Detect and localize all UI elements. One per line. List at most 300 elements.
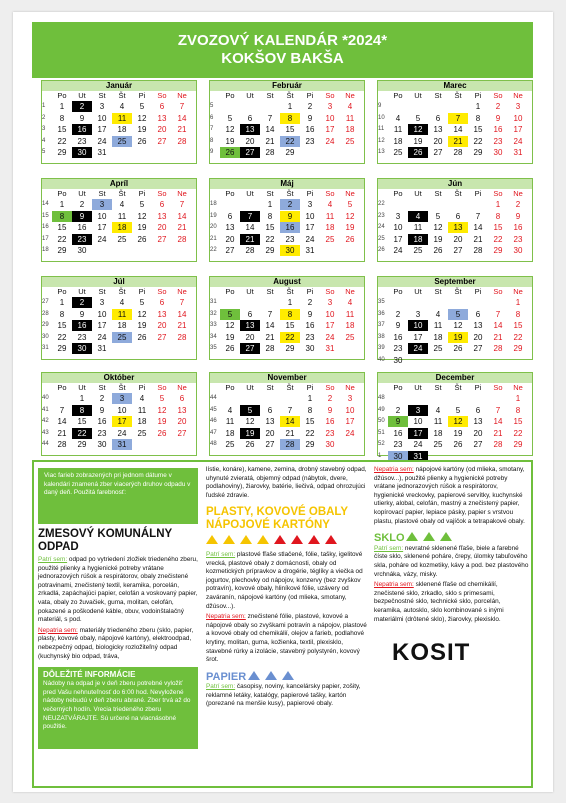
day-cell: 12 — [453, 321, 463, 330]
weekday-label: Ne — [177, 189, 187, 198]
day-cell: 8 — [280, 309, 300, 320]
day-cell: 1 — [515, 394, 521, 403]
weekday-label: Ut — [414, 287, 422, 296]
week-row — [210, 136, 365, 147]
day-cell: 25 — [345, 332, 355, 342]
week-row — [210, 309, 365, 320]
day-cell: 26 — [453, 440, 463, 449]
day-cell: 22 — [473, 136, 483, 146]
col3-top-text: nápojové kartóny (od mlieka, smotany, džúsov...), použité plienky a hygienické potreby vrátane jednorazových rúšok a respirátorov, hygienické vreckovky, papierové servítky, kuchynské utierky, alobal, celofán, mastný a znečistený papier, kopírovací papier, lepiace pásky, papier s vrstvou plastu, plastové obaly od vajíčok a tetrapakové obaly. — [374, 466, 525, 525]
week-number: 44 — [210, 395, 217, 401]
day-cell: 7 — [475, 211, 481, 221]
day-cell: 30 — [325, 440, 335, 449]
day-cell: 15 — [77, 417, 87, 426]
day-cell: 16 — [325, 417, 335, 426]
day-cell: 14 — [177, 309, 187, 319]
day-cell: 23 — [72, 234, 92, 245]
day-cell: 14 — [493, 417, 503, 426]
day-cell — [340, 439, 360, 450]
day-cell: 4 — [347, 298, 353, 307]
day-cell — [52, 393, 72, 404]
plasty-no-label: Nepatria sem: — [206, 613, 246, 621]
day-cell: 2 — [280, 199, 300, 210]
month-6 — [377, 178, 533, 262]
day-cell: 25 — [433, 344, 443, 353]
week-number: 12 — [378, 137, 385, 144]
day-cell: 6 — [475, 405, 481, 415]
week-row — [378, 147, 533, 158]
col2-top-text: lístie, konáre), kamene, zemina, drobný stavebný odpad, uhynuté zvieratá, objemný odpad (nábytok, dvere, podlahoviny), žiarovky, batérie, liečivá, odpad ohrozujúci ľudské zdravie. — [206, 466, 367, 499]
day-cell: 5 — [139, 298, 145, 307]
day-cell: 21 — [57, 428, 67, 438]
weekday-header — [220, 382, 365, 393]
day-cell: 1 — [475, 102, 481, 111]
day-cell: 19 — [345, 223, 355, 232]
day-cell: 4 — [119, 102, 125, 111]
week-row — [378, 234, 533, 245]
week-row — [378, 439, 533, 450]
weekday-label: So — [157, 189, 167, 198]
day-cell — [388, 101, 408, 112]
day-cell: 4 — [119, 200, 125, 209]
day-cell: 8 — [307, 405, 313, 415]
week-row — [210, 416, 365, 427]
weekday-label: Ne — [345, 383, 355, 392]
week-row — [378, 245, 533, 256]
week-number: 39 — [378, 345, 385, 351]
week-number: 47 — [210, 429, 217, 436]
komunal-yes-label: Patrí sem: — [38, 556, 68, 563]
day-cell: 11 — [225, 417, 235, 426]
weekday-label: Št — [286, 383, 294, 392]
column-sklo — [374, 466, 529, 666]
week-row — [210, 439, 365, 450]
weekday-label: Ut — [78, 91, 86, 100]
week-number: 29 — [42, 322, 49, 328]
week-number: 27 — [42, 299, 49, 305]
day-cell: 6 — [455, 211, 461, 221]
month-name: Máj — [210, 179, 364, 189]
day-cell: 22 — [493, 234, 503, 244]
day-cell: 13 — [225, 223, 235, 232]
sklo-yes-label: Patrí sem: — [374, 544, 404, 552]
day-cell: 28 — [177, 234, 187, 244]
weekday-label: St — [266, 287, 274, 296]
weekday-label: Po — [57, 91, 67, 100]
day-cell: 14 — [493, 321, 503, 330]
weekday-label: Št — [118, 383, 126, 392]
week-number: 43 — [42, 429, 49, 436]
day-cell: 8 — [52, 211, 72, 222]
week-number: 9 — [378, 103, 382, 109]
weekday-label: Pi — [306, 91, 314, 100]
day-cell: 1 — [307, 394, 313, 403]
day-cell: 27 — [433, 148, 443, 157]
weekday-label: Ne — [345, 91, 355, 100]
weekday-label: Ne — [177, 91, 187, 100]
weekday-header — [52, 188, 197, 199]
weekday-label: So — [157, 91, 167, 100]
weekday-label: Po — [393, 287, 403, 296]
day-cell: 1 — [59, 102, 65, 111]
day-cell: 3 — [327, 298, 333, 307]
recycle-icon — [406, 532, 418, 541]
weekday-label: So — [493, 189, 503, 198]
day-cell — [240, 199, 260, 210]
day-cell: 4 — [119, 298, 125, 307]
day-cell: 12 — [157, 405, 167, 415]
day-cell: 11 — [137, 405, 147, 415]
day-cell: 19 — [433, 234, 443, 244]
day-cell: 11 — [112, 309, 132, 320]
week-row — [210, 199, 365, 210]
day-cell: 13 — [265, 417, 275, 426]
day-cell — [320, 147, 340, 158]
day-cell: 25 — [137, 428, 147, 438]
week-number: 41 — [42, 406, 49, 413]
day-cell: 16 — [72, 320, 92, 331]
day-cell: 10 — [97, 113, 107, 123]
day-cell: 3 — [515, 102, 521, 111]
day-cell: 22 — [57, 136, 67, 146]
important-text: Nádoby na odpad je v deň zberu potrebné vyložiť pred Vašu nehnuteľnosť do 6:00 hod. Nevyložené nádoby nebudú v deň zberu abrané. Zber trvá až do večerných hodín. Vrecia triedeného zberu NEUZATVÁRAJTE. Sú určené na viacnásobné použitie. — [43, 680, 191, 731]
day-cell: 28 — [453, 148, 463, 157]
day-cell: 29 — [265, 246, 275, 255]
day-cell: 10 — [393, 223, 403, 232]
important-title: DÔLEŽITÉ INFORMÁCIE — [43, 670, 136, 680]
day-cell: 6 — [159, 200, 165, 209]
day-cell: 13 — [433, 125, 443, 134]
day-cell: 20 — [245, 136, 255, 146]
day-cell: 29 — [305, 440, 315, 449]
weekday-header — [52, 286, 197, 297]
weekday-header — [388, 90, 533, 101]
day-cell — [132, 343, 152, 354]
day-cell: 19 — [157, 417, 167, 426]
day-cell: 14 — [177, 211, 187, 221]
day-cell: 12 — [225, 125, 235, 134]
day-cell: 25 — [413, 246, 423, 255]
day-cell: 10 — [97, 211, 107, 221]
weekday-header — [388, 286, 533, 297]
day-cell — [260, 101, 280, 112]
day-cell: 15 — [285, 125, 295, 134]
komunal-title: ZMESOVÝ KOMUNÁLNY ODPAD — [38, 528, 172, 553]
weekday-label: Ne — [345, 189, 355, 198]
week-row — [378, 222, 533, 233]
day-cell: 20 — [225, 234, 235, 244]
weekday-label: Ut — [414, 189, 422, 198]
week-row — [42, 136, 197, 147]
week-row — [378, 393, 533, 404]
day-cell: 15 — [57, 125, 67, 134]
day-cell: 19 — [448, 332, 468, 343]
day-cell — [340, 147, 360, 158]
day-cell — [448, 297, 468, 308]
title-line-2: KOKŠOV BAKŠA — [221, 50, 344, 67]
day-cell: 8 — [495, 211, 501, 221]
day-cell: 30 — [280, 245, 300, 256]
day-cell: 13 — [448, 222, 468, 233]
week-row — [42, 245, 197, 256]
day-cell — [132, 439, 152, 450]
week-number: 37 — [378, 322, 385, 328]
day-cell: 29 — [285, 344, 295, 353]
month-name: Júl — [42, 277, 196, 287]
day-cell — [220, 199, 240, 210]
weekday-label: St — [266, 189, 274, 198]
week-row — [42, 332, 197, 343]
day-cell: 6 — [159, 102, 165, 111]
day-cell: 2 — [307, 102, 313, 111]
week-number: 1 — [378, 452, 382, 459]
column-komunal — [38, 528, 198, 749]
day-cell: 5 — [455, 405, 461, 415]
week-number: 44 — [42, 441, 49, 447]
week-row — [210, 245, 365, 256]
month-10 — [41, 372, 197, 456]
day-cell: 9 — [79, 113, 85, 123]
week-row — [42, 343, 197, 354]
weekday-label: So — [325, 383, 335, 392]
week-row — [210, 297, 365, 308]
weekday-label: Št — [118, 189, 126, 198]
day-cell: 3 — [395, 211, 401, 221]
day-cell: 28 — [493, 344, 503, 353]
day-cell: 30 — [305, 344, 315, 353]
day-cell: 26 — [157, 428, 167, 438]
day-cell — [240, 393, 260, 404]
day-cell — [172, 439, 192, 450]
day-cell: 29 — [57, 246, 67, 255]
day-cell: 8 — [475, 113, 481, 123]
day-cell: 6 — [159, 298, 165, 307]
day-cell: 27 — [240, 147, 260, 158]
day-cell: 28 — [245, 246, 255, 255]
day-cell: 3 — [99, 298, 105, 307]
plasty-yes-text: plastové fľaše stlačené, fólie, tašky, igelitové vrecká, plastové obaly z domácnosti, obaly od kozmetických prípravkov a drogérie, téglíky a viečka od jogurtov, plechovky od nápojov, konzervy (bez zvyškov potravín), kovové obaly, hliníkové fólie, uzávery od zaváranín, nápojové kartóny (od mlieka, smotany, džúsov...). — [206, 550, 363, 610]
day-cell: 25 — [117, 234, 127, 244]
week-number: 51 — [378, 429, 385, 436]
day-cell: 16 — [72, 124, 92, 135]
week-number: 28 — [42, 310, 49, 317]
recycle-icon — [440, 532, 452, 541]
day-cell: 9 — [495, 113, 501, 123]
week-row — [42, 309, 197, 320]
day-cell: 8 — [267, 211, 273, 221]
day-cell: 15 — [513, 417, 523, 426]
recycle-icon — [274, 535, 286, 544]
day-cell: 9 — [307, 309, 313, 319]
day-cell — [408, 101, 428, 112]
week-row — [42, 124, 197, 135]
month-name: Apríl — [42, 179, 196, 189]
day-cell: 1 — [495, 200, 501, 209]
week-row — [378, 309, 533, 320]
day-cell — [172, 147, 192, 158]
week-number: 23 — [378, 212, 385, 219]
day-cell: 15 — [57, 223, 67, 232]
day-cell: 11 — [325, 211, 335, 221]
papier-no-label: Nepatria sem: — [374, 466, 414, 473]
month-name: Január — [42, 81, 196, 91]
week-row — [378, 416, 533, 427]
weekday-label: St — [434, 383, 442, 392]
day-cell: 24 — [393, 246, 403, 255]
weekday-label: Ut — [246, 189, 254, 198]
day-cell: 30 — [77, 246, 87, 255]
day-cell: 31 — [97, 344, 107, 353]
month-4 — [41, 178, 197, 262]
color-legend-note — [38, 468, 198, 524]
weekday-label: Pi — [474, 189, 482, 198]
week-number: 35 — [378, 299, 385, 305]
day-cell: 19 — [137, 321, 147, 330]
week-number: 15 — [42, 212, 49, 219]
day-cell: 18 — [433, 332, 443, 342]
week-number: 42 — [42, 418, 49, 424]
week-row — [210, 393, 365, 404]
weekday-header — [52, 382, 197, 393]
day-cell: 21 — [493, 332, 503, 342]
day-cell: 31 — [112, 439, 132, 450]
day-cell: 15 — [57, 321, 67, 330]
day-cell: 27 — [265, 440, 275, 449]
week-number: 11 — [378, 126, 385, 132]
day-cell: 13 — [157, 113, 167, 123]
day-cell: 2 — [495, 102, 501, 111]
recycle-icon — [423, 532, 435, 541]
day-cell: 30 — [388, 451, 408, 462]
day-cell: 15 — [513, 321, 523, 330]
recycle-icon — [223, 535, 235, 544]
day-cell: 10 — [305, 211, 315, 221]
day-cell: 19 — [225, 332, 235, 342]
month-5 — [209, 178, 365, 262]
week-row — [42, 320, 197, 331]
day-cell: 2 — [395, 309, 401, 319]
day-cell: 9 — [307, 113, 313, 123]
papier-yes-text: časopisy, noviny, kancelársky papier, zošity, reklamné letáky, katalógy, papierové tašky, kartón (porezané na menšie kusy), papierové obaly. — [206, 683, 361, 708]
weekday-label: Ne — [513, 287, 523, 296]
day-cell: 19 — [413, 136, 423, 146]
day-cell — [152, 245, 172, 256]
month-name: September — [378, 277, 532, 287]
weekday-label: Pi — [138, 189, 146, 198]
day-cell: 14 — [57, 417, 67, 426]
weekday-label: Ut — [78, 189, 86, 198]
kosit-logo: KOSIT — [392, 639, 471, 667]
week-row — [378, 428, 533, 439]
day-cell: 26 — [137, 332, 147, 342]
month-9 — [377, 276, 533, 365]
day-cell — [172, 343, 192, 354]
weekday-label: Po — [57, 383, 67, 392]
day-cell: 8 — [515, 309, 521, 319]
calendar-page — [13, 12, 553, 792]
day-cell — [320, 245, 340, 256]
weekday-label: So — [493, 287, 503, 296]
day-cell: 28 — [493, 440, 503, 449]
week-number: 14 — [42, 201, 49, 207]
day-cell — [488, 297, 508, 308]
weekday-label: St — [266, 91, 274, 100]
week-number: 18 — [42, 247, 49, 253]
day-cell: 12 — [448, 416, 468, 427]
day-cell: 11 — [433, 321, 443, 330]
day-cell: 2 — [395, 405, 401, 415]
day-cell: 15 — [305, 417, 315, 426]
day-cell: 17 — [97, 321, 107, 330]
weekday-label: Po — [57, 189, 67, 198]
day-cell: 28 — [280, 439, 300, 450]
day-cell: 12 — [433, 223, 443, 232]
week-row — [378, 101, 533, 112]
day-cell: 27 — [177, 428, 187, 438]
day-cell: 26 — [245, 440, 255, 449]
week-row — [42, 416, 197, 427]
weekday-label: Št — [286, 91, 294, 100]
day-cell: 2 — [327, 394, 333, 403]
day-cell: 29 — [493, 246, 503, 255]
day-cell: 16 — [305, 125, 315, 134]
day-cell: 7 — [179, 298, 185, 307]
day-cell — [408, 393, 428, 404]
day-cell — [300, 147, 320, 158]
day-cell: 5 — [347, 200, 353, 209]
day-cell: 26 — [225, 344, 235, 353]
day-cell: 17 — [513, 125, 523, 134]
day-cell: 10 — [117, 405, 127, 415]
day-cell: 17 — [97, 125, 107, 134]
day-cell — [508, 355, 528, 366]
weekday-label: Po — [225, 287, 235, 296]
week-number: 40 — [378, 356, 385, 363]
day-cell: 28 — [57, 440, 67, 449]
day-cell: 23 — [285, 234, 295, 244]
recycle-icon — [257, 535, 269, 544]
day-cell: 12 — [137, 309, 147, 319]
day-cell: 30 — [393, 355, 403, 365]
day-cell: 1 — [59, 200, 65, 209]
month-name: December — [378, 373, 532, 383]
week-number: 18 — [210, 201, 217, 207]
week-number: 1 — [42, 103, 46, 109]
day-cell: 15 — [493, 223, 503, 232]
week-number: 48 — [210, 441, 217, 447]
day-cell: 14 — [245, 223, 255, 232]
day-cell: 21 — [240, 234, 260, 245]
day-cell: 22 — [265, 234, 275, 244]
week-number: 38 — [378, 333, 385, 340]
day-cell: 31 — [513, 148, 523, 157]
day-cell: 4 — [435, 309, 441, 319]
komunal-no-text: materiály triedeného zberu (sklo, papier, plasty, kovové obaly, nápojové kartóny), elektroodpad, nebezpečný odpad, biologicky rozložiteľný odpad (kuchynský bio odpad, tráva, — [38, 626, 194, 660]
day-cell — [388, 297, 408, 308]
day-cell: 25 — [433, 440, 443, 449]
week-number: 20 — [210, 224, 217, 230]
day-cell: 26 — [453, 344, 463, 353]
day-cell: 24 — [413, 440, 423, 449]
week-number: 6 — [210, 114, 214, 121]
day-cell — [388, 393, 408, 404]
day-cell: 18 — [433, 428, 443, 438]
important-box — [38, 667, 198, 749]
week-number: 31 — [42, 345, 49, 351]
weekday-label: Pi — [306, 287, 314, 296]
day-cell: 23 — [97, 428, 107, 438]
weekday-label: Št — [286, 287, 294, 296]
